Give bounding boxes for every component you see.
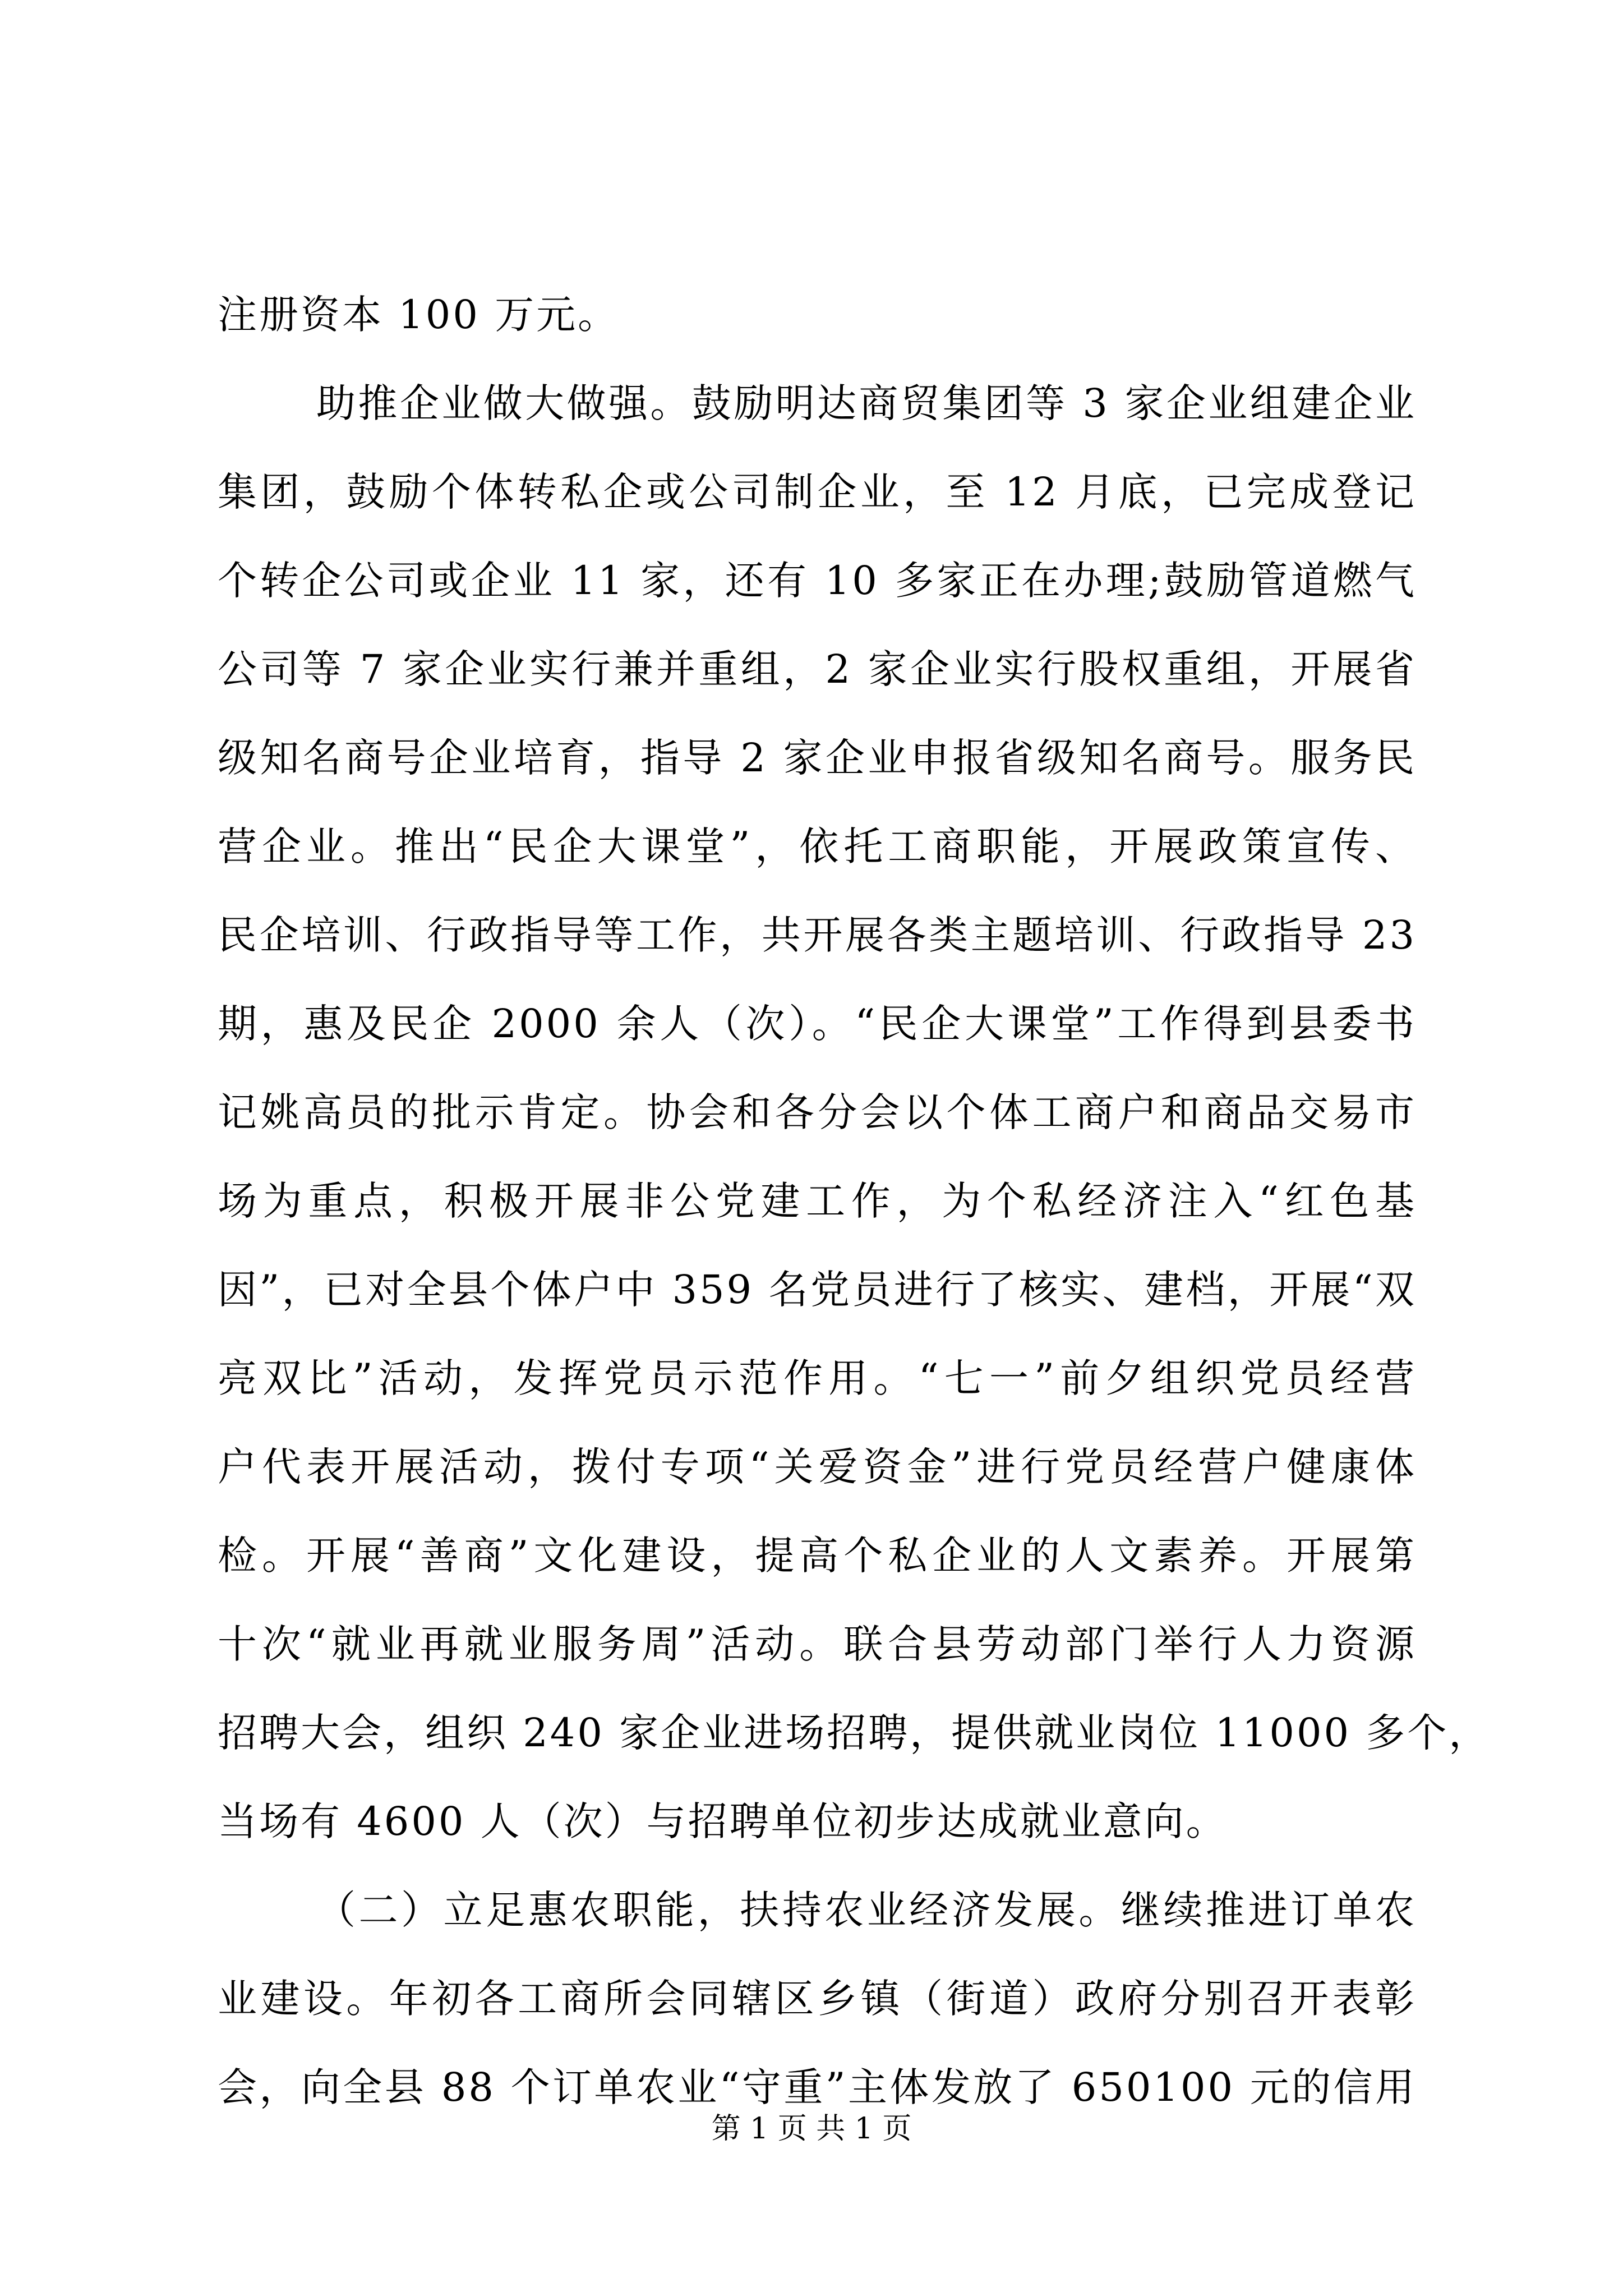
text-line-18: 当场有 4600 人（次）与招聘单位初步达成就业意向。: [218, 1798, 1228, 1844]
text-line-1: 注册资本 100 万元。: [218, 292, 620, 338]
text-line-20: 业建设。年初各工商所会同辖区乡镇（街道）政府分别召开表彰: [218, 1976, 1417, 2022]
document-body: [218, 270, 1491, 2132]
text-line-3: 集团，鼓励个体转私企或公司制企业，至 12 月底，已完成登记: [218, 469, 1417, 515]
page-number: 第 1 页 共 1 页: [711, 2112, 912, 2146]
page-footer: [0, 2109, 1623, 2148]
text-line-19: （二）立足惠农职能，扶持农业经济发展。继续推进订单农: [316, 1887, 1417, 1933]
text-line-8: 民企培训、行政指导等工作，共开展各类主题培训、行政指导 23: [218, 912, 1417, 958]
text-line-9: 期，惠及民企 2000 余人（次）。“民企大课堂”工作得到县委书: [218, 1001, 1417, 1047]
text-line-12: 因”，已对全县个体户中 359 名党员进行了核实、建档，开展“双: [218, 1267, 1417, 1313]
text-line-13: 亮双比”活动，发挥党员示范作用。“七一”前夕组织党员经营: [218, 1355, 1417, 1401]
text-line-14: 户代表开展活动，拨付专项“关爱资金”进行党员经营户健康体: [218, 1444, 1417, 1490]
text-line-21: 会，向全县 88 个订单农业“守重”主体发放了 650100 元的信用: [218, 2064, 1417, 2110]
text-line-17: 招聘大会，组织 240 家企业进场招聘，提供就业岗位 11000 多个，: [218, 1710, 1491, 1756]
text-line-6: 级知名商号企业培育，指导 2 家企业申报省级知名商号。服务民: [218, 735, 1417, 781]
text-line-5: 公司等 7 家企业实行兼并重组，2 家企业实行股权重组，开展省: [218, 646, 1417, 692]
text-line-11: 场为重点，积极开展非公党建工作，为个私经济注入“红色基: [218, 1178, 1417, 1224]
text-line-16: 十次“就业再就业服务周”活动。联合县劳动部门举行人力资源: [218, 1621, 1417, 1667]
text-line-4: 个转企公司或企业 11 家，还有 10 多家正在办理;鼓励管道燃气: [218, 558, 1417, 604]
text-line-2: 助推企业做大做强。鼓励明达商贸集团等 3 家企业组建企业: [316, 380, 1417, 426]
text-line-15: 检。开展“善商”文化建设，提高个私企业的人文素养。开展第: [218, 1533, 1417, 1579]
text-line-10: 记姚高员的批示肯定。协会和各分会以个体工商户和商品交易市: [218, 1089, 1417, 1135]
text-line-7: 营企业。推出“民企大课堂”，依托工商职能，开展政策宣传、: [218, 823, 1417, 869]
